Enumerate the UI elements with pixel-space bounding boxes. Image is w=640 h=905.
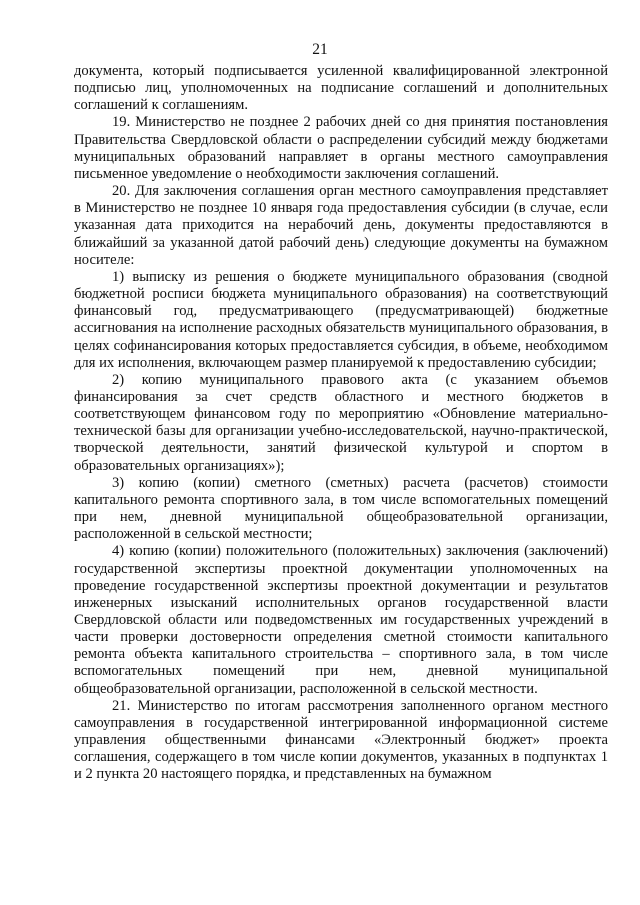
- paragraph-subitem-3: 3) копию (копии) сметного (сметных) расчета (расчетов) стоимости капитального ремонта спортивного зала, в том числе вспомогательных помещений при нем, дневной муниципальной общеобразовательной организации, расположенной в сельской местности;: [74, 474, 608, 543]
- paragraph-subitem-4: 4) копию (копии) положительного (положительных) заключения (заключений) государственной экспертизы проектной документации уполномоченных на проведение государственной экспертизы проектной документации и результатов инженерных изысканий исполнительных органов государственной власти Свердловской области или подведомственных им государственных учреждений в части проверки достоверности определения сметной стоимости капитального ремонта объекта капитального строительства – спортивного зала, в том числе вспомогательных помещений при нем, дневной муниципальной общеобразовательной организации, расположенной в сельской местности.: [74, 543, 608, 697]
- page-number: 21: [312, 41, 328, 58]
- paragraph-item-21: 21. Министерство по итогам рассмотрения заполненного органом местного самоуправления в государственной интегрированной информационной системе управления общественными финансами «Электронный бюджет» проекта соглашения, содержащего в том числе копии документов, указанных в подпунктах 1 и 2 пункта 20 настоящего порядка, и представленных на бумажном: [74, 697, 608, 783]
- paragraph-subitem-2: 2) копию муниципального правового акта (с указанием объемов финансирования за счет средств областного и местного бюджетов в соответствующем финансовом году по мероприятию «Обновление материально-технической базы для организации учебно-исследовательской, научно-практической, творческой деятельности, занятий физической культурой и спортом в образовательных организациях»);: [74, 371, 608, 474]
- document-body: [74, 63, 608, 784]
- paragraph-item-20: 20. Для заключения соглашения орган местного самоуправления представляет в Министерство не позднее 10 января года предоставления субсидии (в случае, если указанная дата приходится на нерабочий день, документы предоставляются в ближайший за указанной датой рабочий день) следующие документы на бумажном носителе:: [74, 183, 608, 268]
- paragraph-continuation: документа, который подписывается усиленной квалифицированной электронной подписью лиц, уполномоченных на подписание соглашений и дополнительных соглашений к соглашениям.: [74, 63, 608, 114]
- paragraph-subitem-1: 1) выписку из решения о бюджете муниципального образования (сводной бюджетной росписи бюджета муниципального образования) на соответствующий финансовый год, предусматривающего (предусматривающей) бюджетные ассигнования на исполнение расходных обязательств муниципального образования, в целях софинансирования которых предоставляется субсидия, в объеме, необходимом для их исполнения, включающем размер планируемой к предоставлению субсидии;: [74, 268, 608, 371]
- paragraph-item-19: 19. Министерство не позднее 2 рабочих дней со дня принятия постановления Правительства Свердловской области о распределении субсидий между бюджетами муниципальных образований направляет в органы местного самоуправления письменное уведомление о необходимости заключения соглашений.: [74, 114, 608, 182]
